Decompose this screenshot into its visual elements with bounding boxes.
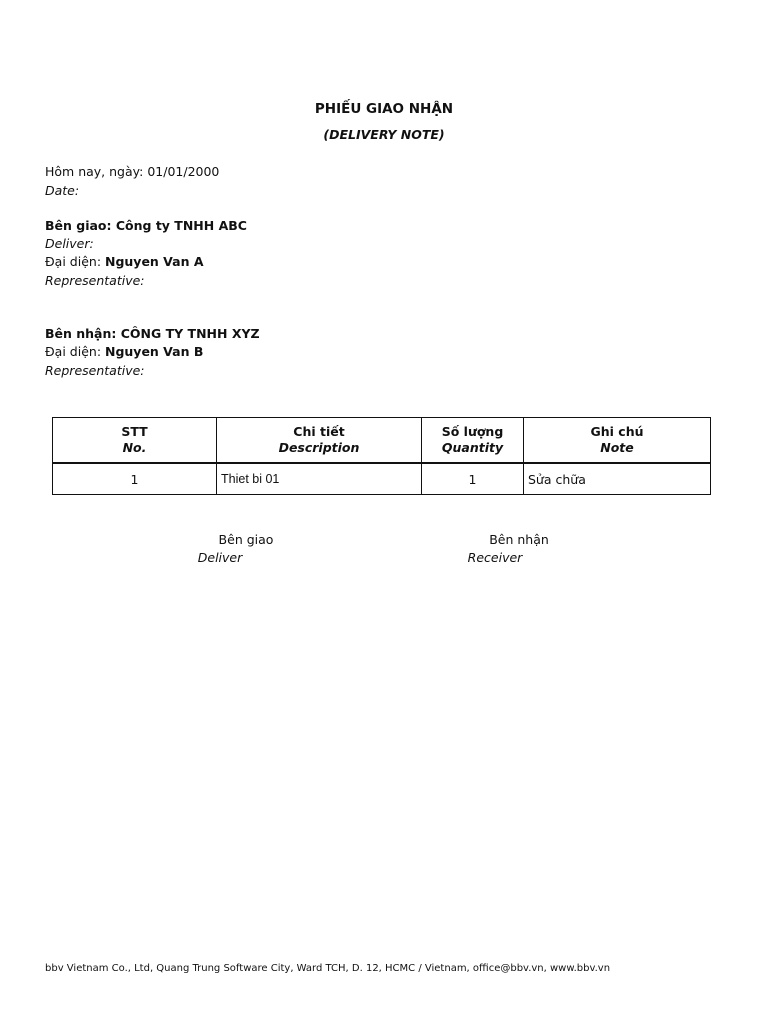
header-description (217, 418, 422, 464)
table-row (53, 463, 711, 495)
deliverer-rep-label-en: Representative: (45, 273, 145, 288)
deliverer-line (45, 218, 247, 233)
receiver-rep-line (45, 344, 203, 359)
date-label: Hôm nay, ngày: (45, 164, 148, 179)
document-title: PHIẾU GIAO NHẬN (314, 101, 454, 117)
deliverer-rep-line (45, 254, 204, 269)
date-line (45, 164, 219, 179)
deliverer-rep-label: Đại diện: (45, 254, 105, 269)
header-description-vi: Chi tiết (293, 424, 345, 439)
receiver-line (45, 326, 260, 341)
header-stt-vi: STT (121, 424, 148, 439)
header-quantity-en: Quantity (441, 440, 504, 455)
header-stt-en: No. (122, 440, 147, 455)
header-quantity (422, 418, 524, 464)
cell-note: Sửa chữa (524, 463, 711, 495)
signature-deliver-vi: Bên giao (218, 532, 274, 547)
date-label-en: Date: (45, 183, 80, 198)
document-subtitle: (DELIVERY NOTE) (323, 127, 445, 142)
header-note-en: Note (600, 440, 634, 455)
receiver-rep-name: Nguyen Van B (105, 344, 204, 359)
items-table (52, 417, 711, 495)
signature-deliver-en: Deliver (197, 550, 243, 565)
receiver-rep-label-en: Representative: (45, 363, 145, 378)
deliverer-rep-name: Nguyen Van A (105, 254, 204, 269)
table-header-row (53, 418, 711, 464)
signature-receiver-vi: Bên nhận (489, 532, 549, 547)
receiver-label: Bên nhận: (45, 326, 121, 341)
cell-quantity: 1 (422, 463, 524, 495)
header-description-en: Description (278, 440, 360, 455)
footer-text: bbv Vietnam Co., Ltd, Quang Trung Software City, Ward TCH, D. 12, HCMC / Vietnam, office@bbv.vn, www.bbv.vn (45, 963, 611, 974)
receiver-company: CÔNG TY TNHH XYZ (120, 326, 260, 341)
deliverer-label-en: Deliver: (45, 236, 94, 251)
cell-description: Thiet bi 01 (217, 463, 422, 495)
signature-receiver-en: Receiver (467, 550, 523, 565)
cell-stt: 1 (53, 463, 217, 495)
header-note (524, 418, 711, 464)
header-note-vi: Ghi chú (590, 424, 644, 439)
date-value: 01/01/2000 (147, 164, 220, 179)
deliverer-company: Công ty TNHH ABC (115, 218, 247, 233)
deliverer-label: Bên giao: (45, 218, 116, 233)
header-stt (53, 418, 217, 464)
receiver-rep-label: Đại diện: (45, 344, 105, 359)
header-quantity-vi: Số lượng (441, 424, 504, 439)
